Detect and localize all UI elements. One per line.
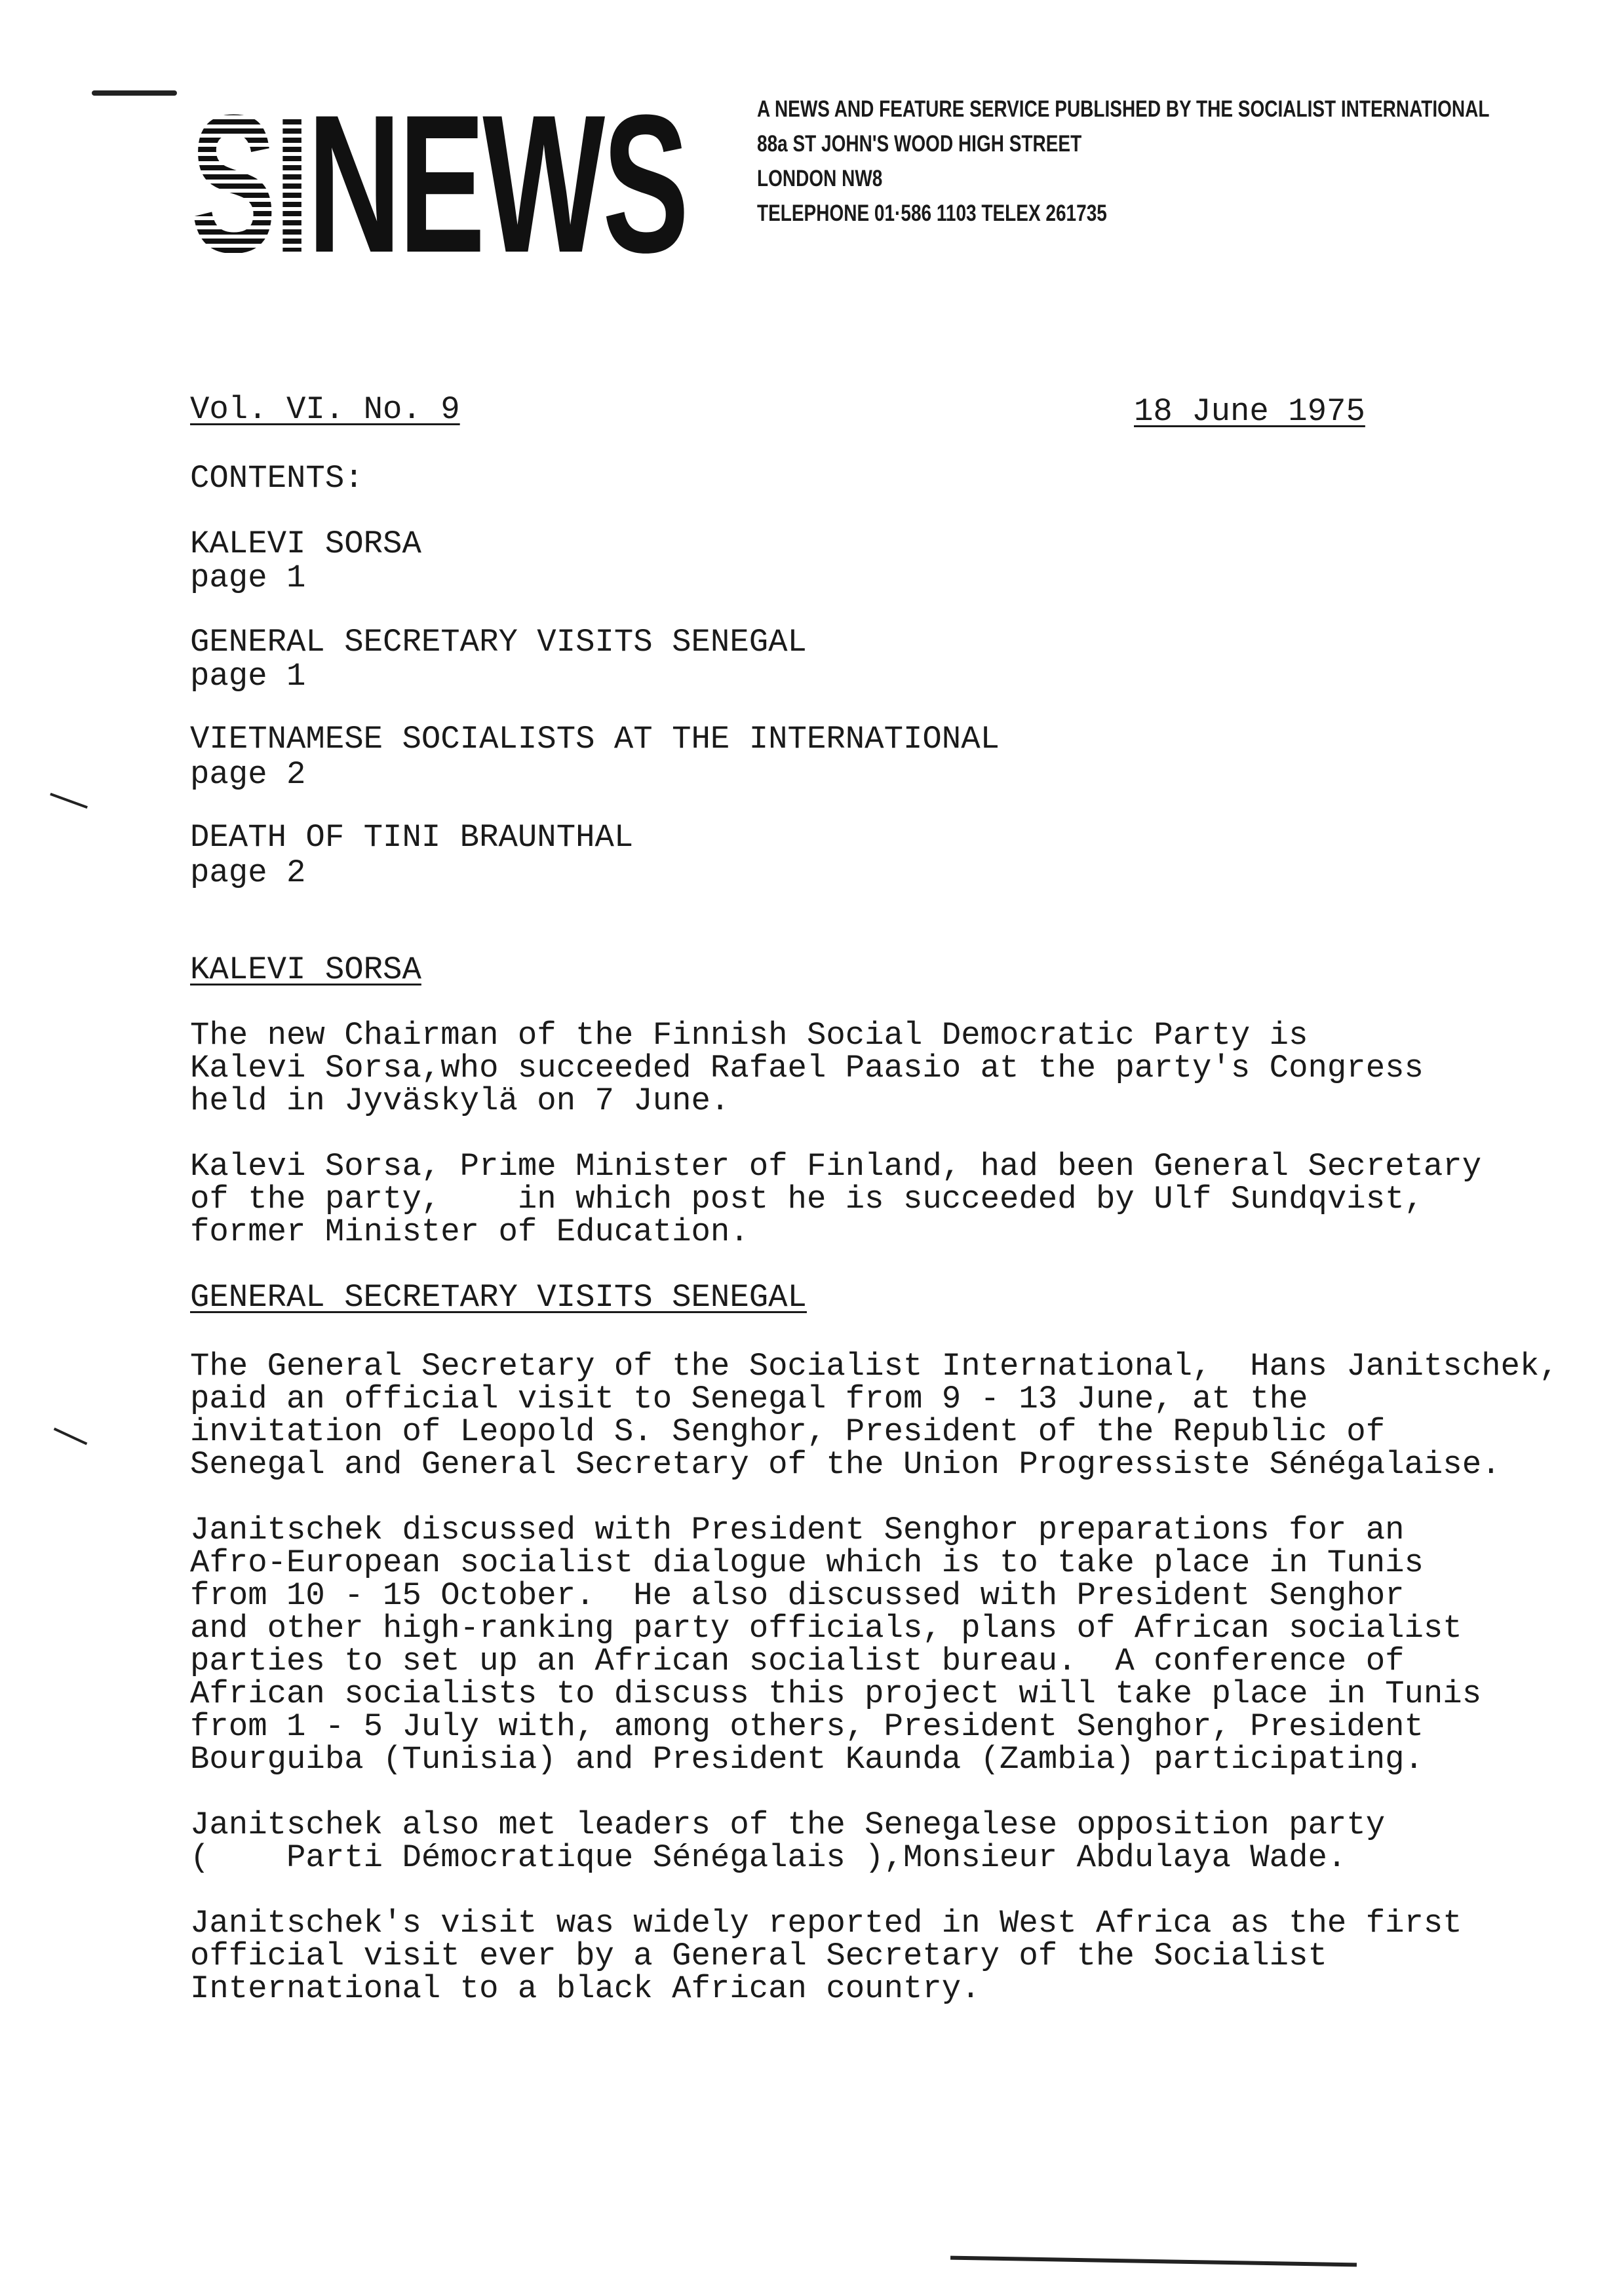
logo-si: SI	[190, 73, 308, 294]
contents-item-title: KALEVI SORSA	[190, 526, 421, 562]
contents-item-page: page 2	[190, 756, 306, 793]
contents-item-page: page 2	[190, 854, 306, 891]
contents-heading: CONTENTS:	[190, 460, 364, 497]
article-line: held in Jyväskylä on 7 June.	[190, 1082, 730, 1119]
article-line: invitation of Leopold S. Senghor, President of the Republic of	[190, 1413, 1386, 1450]
article-line: from 10 - 15 October. He also discussed with President Senghor	[190, 1577, 1405, 1614]
article-line: official visit ever by a General Secretary of the Socialist	[190, 1938, 1327, 1974]
contents-item-page: page 1	[190, 560, 306, 596]
article-line: of the party, in which post he is succeeded by Ulf Sundqvist,	[190, 1181, 1424, 1217]
article-line: International to a black African country.	[190, 1970, 981, 2007]
article-heading: KALEVI SORSA	[190, 951, 421, 988]
article-line: African socialists to discuss this project will take place in Tunis	[190, 1675, 1482, 1712]
contents-item-page: page 1	[190, 658, 306, 695]
contents-item-title: VIETNAMESE SOCIALISTS AT THE INTERNATIONAL	[190, 721, 1000, 757]
issue-volume: Vol. VI. No. 9	[190, 391, 460, 428]
article-line: and other high-ranking party officials, plans of African socialist	[190, 1610, 1462, 1647]
article-line: Janitschek's visit was widely reported in West Africa as the first	[190, 1905, 1462, 1942]
contents-item-title: GENERAL SECRETARY VISITS SENEGAL	[190, 624, 807, 660]
article-line: Afro-European socialist dialogue which is to take place in Tunis	[190, 1544, 1424, 1581]
article-heading: GENERAL SECRETARY VISITS SENEGAL	[190, 1279, 807, 1316]
article-line: Senegal and General Secretary of the Union Progressiste Sénégalaise.	[190, 1446, 1501, 1483]
article-line: Kalevi Sorsa, Prime Minister of Finland, had been General Secretary	[190, 1148, 1482, 1185]
issue-date: 18 June 1975	[1134, 393, 1365, 430]
masthead-city: LONDON NW8	[757, 166, 883, 191]
masthead-address: 88a ST JOHN'S WOOD HIGH STREET	[757, 131, 1082, 157]
masthead-telephone: TELEPHONE 01·586 1103 TELEX 261735	[757, 201, 1107, 226]
article-line: paid an official visit to Senegal from 9 - 13 June, at the	[190, 1381, 1308, 1417]
scan-mark	[50, 793, 88, 809]
logo-news: NEWS	[307, 73, 687, 294]
article-line: Janitschek also met leaders of the Senegalese opposition party	[190, 1807, 1386, 1843]
article-line: Bourguiba (Tunisia) and President Kaunda (Zambia) participating.	[190, 1741, 1424, 1778]
article-line: former Minister of Education.	[190, 1214, 749, 1250]
article-line: from 1 - 5 July with, among others, President Senghor, President	[190, 1708, 1424, 1745]
scan-mark	[92, 90, 177, 96]
article-line: ( Parti Démocratique Sénégalais ),Monsieur Abdulaya Wade.	[190, 1839, 1347, 1876]
scan-mark	[950, 2256, 1357, 2267]
masthead-tagline: A NEWS AND FEATURE SERVICE PUBLISHED BY THE SOCIALIST INTERNATIONAL	[757, 96, 1490, 122]
scan-mark	[54, 1428, 88, 1445]
article-line: The new Chairman of the Finnish Social Democratic Party is	[190, 1017, 1308, 1054]
article-line: Kalevi Sorsa,who succeeded Rafael Paasio at the party's Congress	[190, 1050, 1424, 1086]
contents-item-title: DEATH OF TINI BRAUNTHAL	[190, 819, 634, 856]
sinews-logo	[190, 73, 687, 294]
article-line: The General Secretary of the Socialist International, Hans Janitschek,	[190, 1348, 1559, 1385]
article-line: Janitschek discussed with President Senghor preparations for an	[190, 1512, 1405, 1548]
masthead-info	[757, 92, 1489, 231]
article-line: parties to set up an African socialist bureau. A conference of	[190, 1643, 1405, 1679]
